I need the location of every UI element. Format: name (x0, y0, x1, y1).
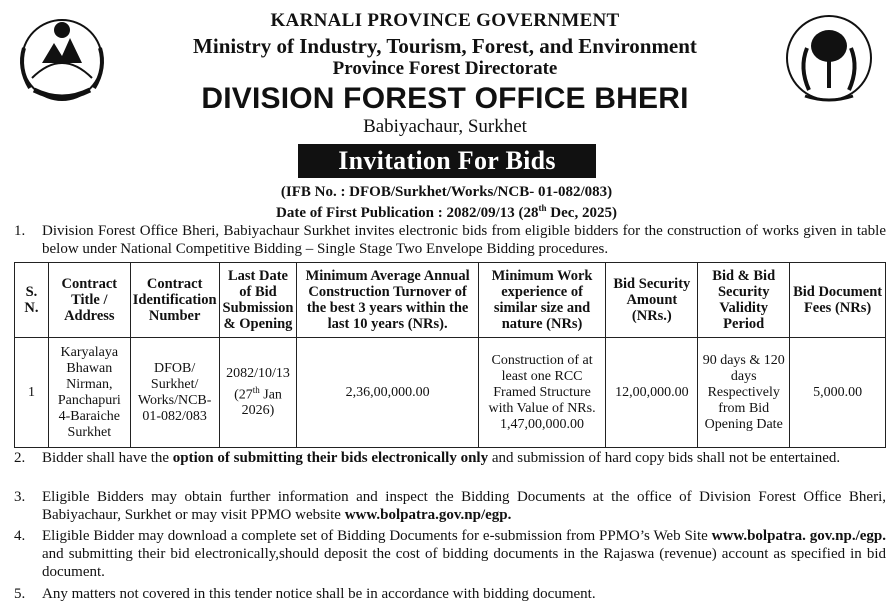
nepal-emblem-icon (12, 8, 112, 108)
cell-experience: Construction of at least one RCC Framed Structure with Value of NRs. 1,47,00,000.00 (478, 338, 606, 448)
paragraph-text: Any matters not covered in this tender notice shall be in accordance with bidding document. (42, 586, 596, 602)
paragraph-text-part: Eligible Bidders may obtain further information and inspect the Bidding Documents at the office of Division Forest Office Bheri, Babiyachaur, Surkhet or may visit PPMO website (42, 489, 886, 523)
publication-date-text: Date of First Publication : 2082/09/13 (28 (276, 205, 539, 221)
province-government-title: KARNALI PROVINCE GOVERNMENT (270, 10, 620, 31)
cell-turnover: 2,36,00,000.00 (297, 338, 478, 448)
header-turnover: Minimum Average Annual Construction Turnover of the best 3 years within the last 10 years (NRs). (297, 263, 478, 338)
paragraph-text-part: Bidder shall have the (42, 450, 173, 466)
publication-date-suffix: th (538, 203, 547, 213)
header-contract-title: Contract Title / Address (48, 263, 130, 338)
paragraph-number: 4. (14, 528, 26, 544)
office-address: Babiyachaur, Surkhet (363, 116, 527, 137)
header-bid-security: Bid Security Amount (NRs.) (606, 263, 698, 338)
cell-contract-title: Karyalaya Bhawan Nirman, Panchapuri 4-Baraiche Surkhet (48, 338, 130, 448)
paragraph-2 (14, 449, 886, 467)
paragraph-1 (14, 222, 886, 258)
cell-bid-security: 12,00,000.00 (606, 338, 698, 448)
ppmo-website-link[interactable]: www.bolpatra.gov.np/egp. (344, 507, 512, 523)
header-document-fees: Bid Document Fees (NRs) (790, 263, 886, 338)
last-date-suffix: th (252, 384, 260, 395)
notice-header (0, 0, 893, 140)
directorate-title: Province Forest Directorate (332, 58, 558, 79)
table-header-row (15, 263, 886, 338)
paragraph-text: Division Forest Office Bheri, Babiyachaur Surkhet invites electronic bids from eligible bidders for the construction of works given in table below under National Competitive Bidding – Single Stage Two Envelope Bidding procedures. (42, 223, 886, 257)
ministry-title: Ministry of Industry, Tourism, Forest, and Environment (193, 34, 697, 58)
paragraph-text-part: and submission of hard copy bids shall not be entertained. (488, 450, 841, 466)
paragraph-text (42, 488, 886, 524)
invitation-title: Invitation For Bids (298, 144, 596, 178)
ppmo-website-link[interactable]: www.bolpatra. gov.np./egp. (711, 528, 886, 544)
header-validity: Bid & Bid Security Validity Period (698, 263, 790, 338)
paragraph-number: 1. (14, 223, 26, 239)
header-experience: Minimum Work experience of similar size and nature (NRs) (478, 263, 606, 338)
paragraph-text (42, 527, 886, 581)
paragraph-4 (14, 527, 886, 581)
header-contract-id: Contract Identification Number (130, 263, 219, 338)
paragraph-3 (14, 488, 886, 524)
cell-document-fees: 5,000.00 (790, 338, 886, 448)
forest-emblem-icon (779, 8, 879, 108)
paragraph-text (42, 449, 886, 467)
cell-validity: 90 days & 120 days Respectively from Bid Opening Date (698, 338, 790, 448)
table-row (15, 338, 886, 448)
publication-date (0, 203, 893, 222)
paragraph-number: 5. (14, 586, 26, 602)
cell-sn: 1 (15, 338, 49, 448)
cell-last-date (219, 338, 297, 448)
paragraph-text-part: and submitting their bid electronically,should deposit the cost of bidding documents in the Rajaswa (revenue) account as specified in bid document. (42, 546, 886, 580)
paragraph-text-part: Eligible Bidder may download a complete set of Bidding Documents for e-submission from PPMO’s Web Site (42, 528, 712, 544)
paragraph-number: 2. (14, 450, 26, 466)
publication-date-text-end: Dec, 2025) (546, 205, 617, 221)
paragraph-5 (14, 585, 886, 603)
header-last-date: Last Date of Bid Submission & Opening (219, 263, 297, 338)
last-date-text: 2082/10/13 (27 (226, 365, 290, 403)
paragraph-emphasis: option of submitting their bids electronically only (172, 450, 489, 466)
office-title: DIVISION FOREST OFFICE BHERI (201, 82, 689, 115)
cell-contract-id: DFOB/ Surkhet/ Works/NCB-01-082/083 (130, 338, 219, 448)
header-sn: S. N. (15, 263, 49, 338)
paragraph-number: 3. (14, 489, 26, 505)
ifb-number: (IFB No. : DFOB/Surkhet/Works/NCB- 01-082/083) (280, 184, 613, 200)
last-date-text-end: Jan 2026) (241, 387, 282, 419)
bids-table (14, 262, 886, 448)
